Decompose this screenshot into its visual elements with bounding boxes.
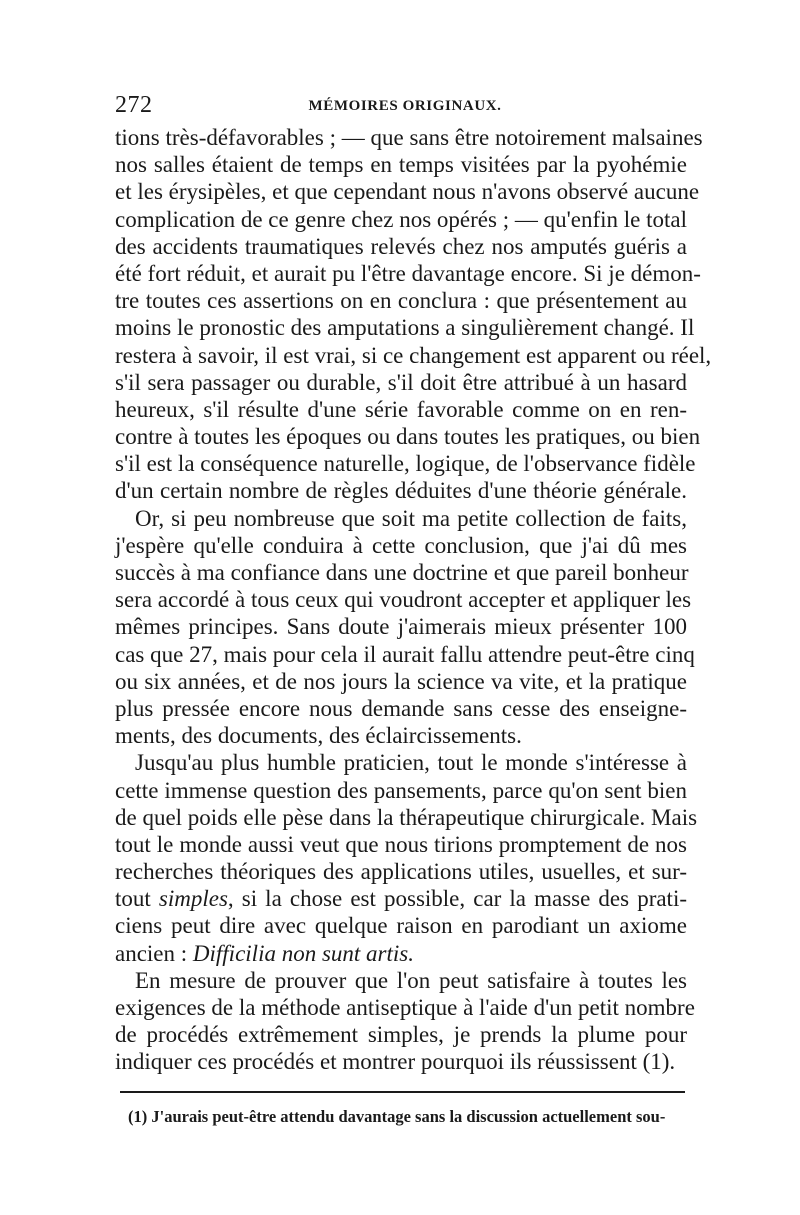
text-line: mêmes principes. Sans doute j'aimerais mieux présenter 100 bbox=[115, 614, 687, 640]
text-fragment: tout bbox=[115, 886, 159, 912]
text-line: recherches théoriques des applications utiles, usuelles, et sur- bbox=[115, 859, 687, 885]
text-line: succès à ma confiance dans une doctrine et que pareil bonheur bbox=[115, 560, 689, 585]
text-line: et les érysipèles, et que cependant nous n'avons observé aucune bbox=[115, 179, 700, 205]
text-line: nos salles étaient de temps en temps visitées par la pyohémie bbox=[115, 152, 687, 178]
text-line: heureux, s'il résulte d'une série favorable comme on en ren- bbox=[115, 396, 687, 422]
text-line: Jusqu'au plus humble praticien, tout le monde s'intéresse à bbox=[135, 750, 687, 776]
page-header bbox=[115, 92, 695, 126]
text-line: s'il sera passager ou durable, s'il doit être attribué à un hasard bbox=[115, 369, 687, 395]
text-fragment: , si la chose est possible, car la masse des prati- bbox=[227, 886, 687, 912]
text-line: ments, des documents, des éclaircissements. bbox=[115, 723, 522, 749]
text-line: été fort réduit, et aurait pu l'être davantage encore. Si je démon- bbox=[115, 260, 701, 286]
text-line: cette immense question des pansements, parce qu'on sent bien bbox=[115, 777, 687, 803]
text-line: tout le monde aussi veut que nous tirions promptement de nos bbox=[115, 831, 687, 857]
text-line: j'espère qu'elle conduira à cette conclusion, que j'ai dû mes bbox=[115, 532, 687, 558]
text-line: ou six années, et de nos jours la science va vite, et la pratique bbox=[115, 668, 687, 694]
text-line: En mesure de prouver que l'on peut satisfaire à toutes les bbox=[135, 967, 687, 993]
footnote: (1) J'aurais peut-être attendu davantage sans la discussion actuellement sou- bbox=[128, 1107, 666, 1126]
text-line: tre toutes ces assertions on en conclura : que présentement au bbox=[115, 288, 687, 314]
text-line bbox=[115, 885, 687, 912]
body-text bbox=[115, 124, 712, 1076]
text-line: tions très-défavorables ; — que sans être notoirement malsaines bbox=[115, 125, 703, 150]
text-line: complication de ce genre chez nos opérés ; — qu'enfin le total bbox=[115, 206, 687, 232]
text-fragment: ancien : bbox=[115, 940, 193, 966]
text-line: Or, si peu nombreuse que soit ma petite collection de faits, bbox=[135, 505, 687, 531]
latin-quote: Difficilia non sunt artis. bbox=[192, 940, 414, 966]
text-line: indiquer ces procédés et montrer pourquoi ils réussissent (1). bbox=[115, 1049, 676, 1075]
text-line: cas que 27, mais pour cela il aurait fallu attendre peut-être cinq bbox=[115, 641, 695, 667]
text-line: s'il est la conséquence naturelle, logique, de l'observance fidèle bbox=[115, 451, 696, 477]
text-line: des accidents traumatiques relevés chez nos amputés guéris a bbox=[115, 233, 687, 259]
text-line: d'un certain nombre de règles déduites d'une théorie générale. bbox=[115, 478, 687, 504]
text-line: plus pressée encore nous demande sans cesse des enseigne- bbox=[115, 695, 687, 721]
text-line: moins le pronostic des amputations a singulièrement changé. Il bbox=[115, 315, 695, 341]
page-number: 272 bbox=[115, 92, 153, 118]
italic-term: simples bbox=[158, 886, 228, 912]
text-line: contre à toutes les époques ou dans toutes les pratiques, ou bien bbox=[115, 424, 701, 450]
running-title: MÉMOIRES ORIGINAUX. bbox=[308, 98, 502, 114]
text-line: sera accordé à tous ceux qui voudront accepter et appliquer les bbox=[115, 587, 692, 613]
text-line: de procédés extrêmement simples, je prends la plume pour bbox=[115, 1022, 687, 1048]
text-line: exigences de la méthode antiseptique à l'aide d'un petit nombre bbox=[115, 995, 695, 1020]
text-line: restera à savoir, il est vrai, si ce changement est apparent ou réel, bbox=[115, 342, 712, 368]
text-line: ciens peut dire avec quelque raison en parodiant un axiome bbox=[115, 913, 687, 939]
text-line bbox=[115, 940, 687, 967]
text-line: de quel poids elle pèse dans la thérapeutique chirurgicale. Mais bbox=[115, 804, 698, 830]
footnote-rule bbox=[120, 1091, 685, 1093]
